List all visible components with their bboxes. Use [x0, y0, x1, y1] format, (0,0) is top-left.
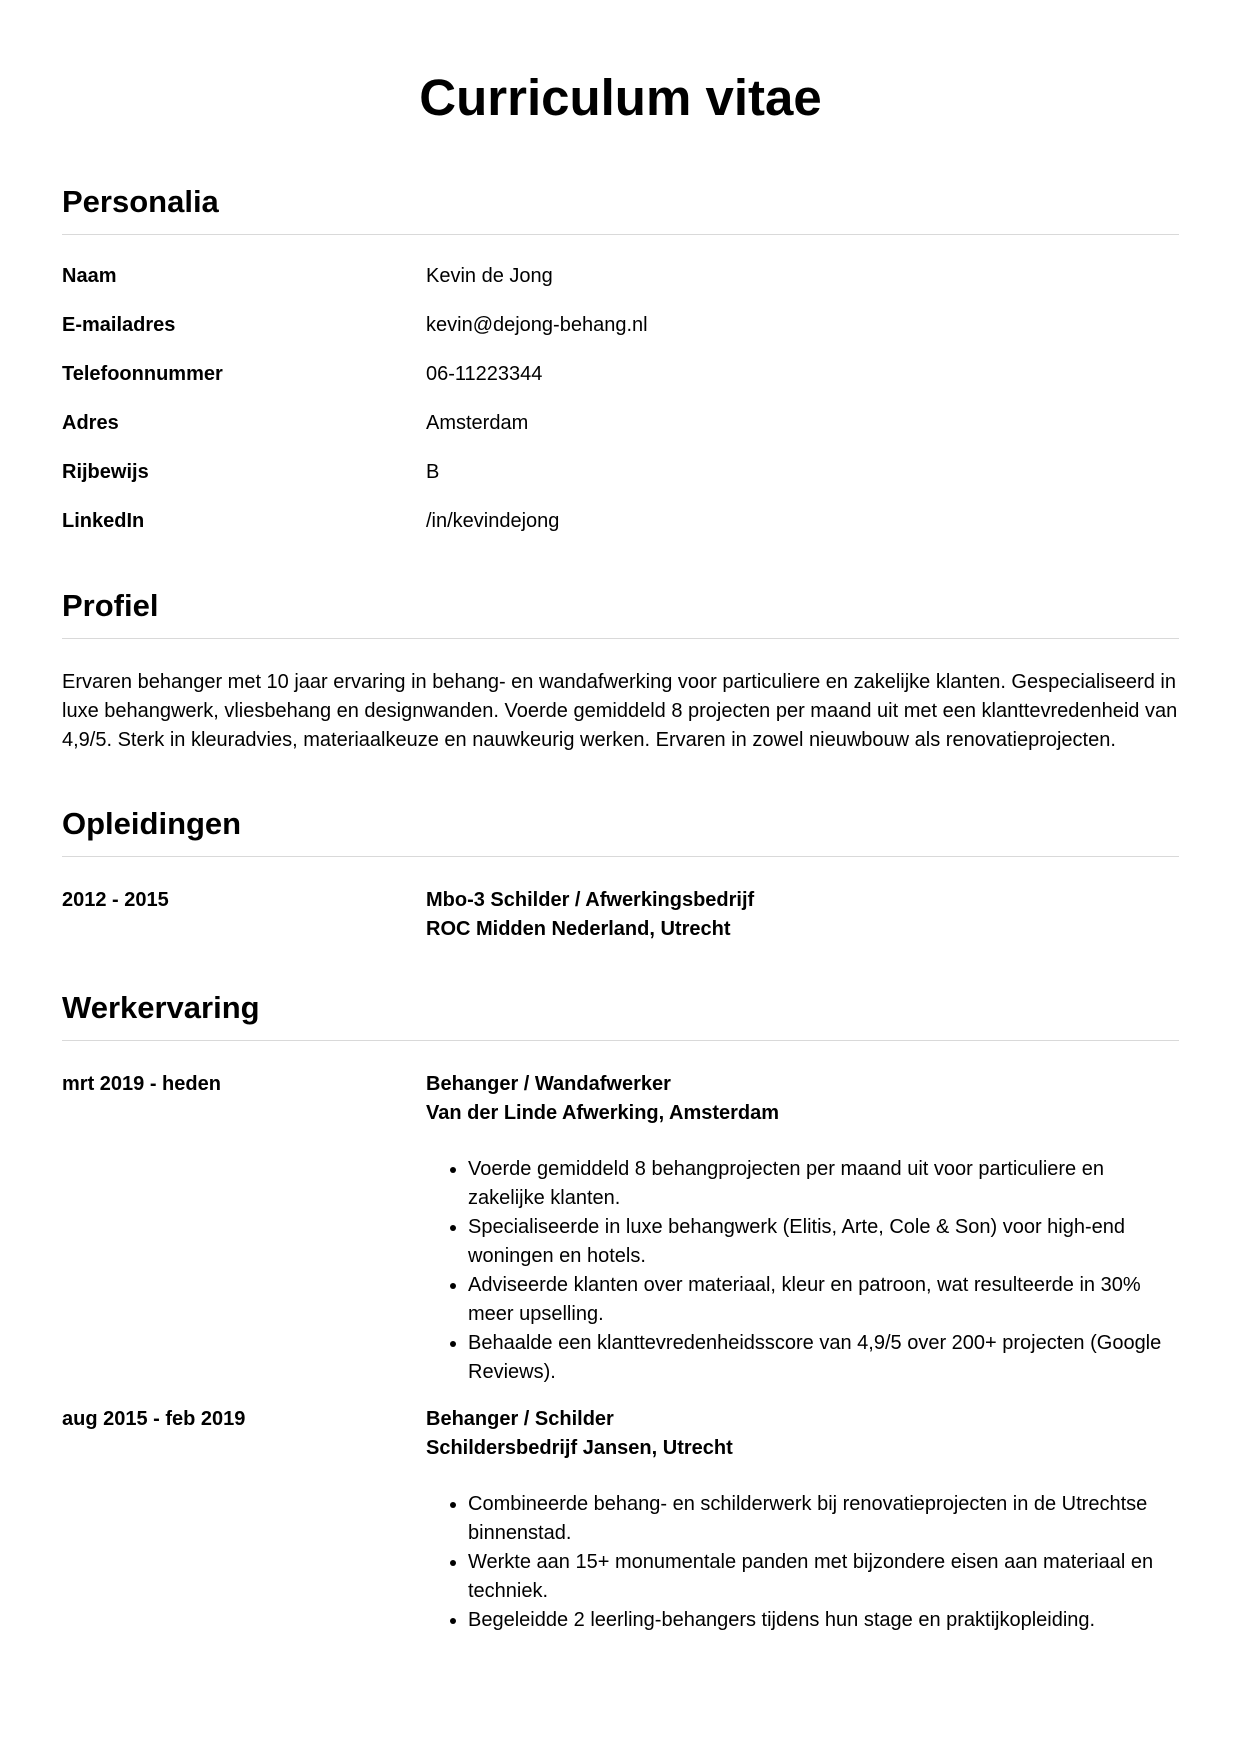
work-bullet: • Behaalde een klanttevredenheidsscore van 4,9/5 over 200+ projecten (Google Reviews).	[468, 1329, 1179, 1387]
work-company: Schildersbedrijf Jansen, Utrecht	[426, 1437, 733, 1459]
personalia-label: Rijbewijs	[62, 461, 149, 483]
education-institution: ROC Midden Nederland, Utrecht	[426, 918, 731, 940]
work-period: mrt 2019 - heden	[62, 1073, 221, 1095]
personalia-row-naam	[62, 252, 1179, 301]
work-entry	[62, 1405, 1179, 1635]
personalia-row-adres	[62, 399, 1179, 448]
section-heading-opleidingen: Opleidingen	[62, 806, 242, 841]
section-divider	[62, 856, 1179, 857]
personalia-row-telefoon	[62, 350, 1179, 399]
work-bullet: • Werkte aan 15+ monumentale panden met bijzondere eisen aan materiaal en techniek.	[468, 1548, 1179, 1606]
work-details	[426, 1405, 1179, 1635]
personalia-label: Adres	[62, 412, 119, 434]
personalia-value: 06-11223344	[426, 363, 543, 385]
personalia-value: /in/kevindejong	[426, 510, 560, 532]
education-title: Mbo-3 Schilder / Afwerkingsbedrijf	[426, 889, 755, 911]
personalia-value: B	[426, 461, 440, 483]
work-bullet: • Specialiseerde in luxe behangwerk (Elitis, Arte, Cole & Son) voor high-end woningen en hotels.	[468, 1213, 1179, 1271]
personalia-value: Kevin de Jong	[426, 265, 553, 287]
section-profiel	[62, 586, 1179, 755]
personalia-label: LinkedIn	[62, 510, 145, 532]
document-title: Curriculum vitae	[419, 69, 822, 126]
section-opleidingen	[62, 804, 1179, 944]
personalia-value: kevin@dejong-behang.nl	[426, 314, 648, 336]
work-bullet-list	[426, 1490, 1179, 1635]
personalia-row-rijbewijs	[62, 448, 1179, 497]
section-divider	[62, 638, 1179, 639]
personalia-value: Amsterdam	[426, 412, 529, 434]
section-divider	[62, 234, 1179, 235]
personalia-label: E-mailadres	[62, 314, 176, 336]
work-bullet: • Combineerde behang- en schilderwerk bij renovatieprojecten in de Utrechtse binnenstad.	[468, 1490, 1179, 1548]
section-heading-personalia: Personalia	[62, 184, 219, 219]
personalia-row-linkedin	[62, 497, 1179, 546]
work-details	[426, 1070, 1179, 1387]
work-bullet-list	[426, 1155, 1179, 1387]
section-personalia	[62, 182, 1179, 546]
personalia-table	[62, 252, 1179, 546]
personalia-label: Telefoonnummer	[62, 363, 223, 385]
education-period: 2012 - 2015	[62, 889, 169, 911]
personalia-row-email	[62, 301, 1179, 350]
work-entry	[62, 1070, 1179, 1387]
section-werkervaring	[62, 988, 1179, 1635]
education-entry	[62, 886, 1179, 944]
profile-text: Ervaren behanger met 10 jaar ervaring in behang- en wandafwerking voor particuliere en zakelijke klanten. Gespecialiseerd in luxe behangwerk, vliesbehang en designwanden. Voerde gemiddeld 8 projecten per maand uit met een klanttevredenheid van 4,9/5. Sterk in kleuradvies, materiaalkeuze en nauwkeurig werken. Ervaren in zowel nieuwbouw als renovatieprojecten.	[62, 671, 1178, 751]
personalia-label: Naam	[62, 265, 117, 287]
work-bullet: • Voerde gemiddeld 8 behangprojecten per maand uit voor particuliere en zakelijke klanten.	[468, 1155, 1179, 1213]
section-divider	[62, 1040, 1179, 1041]
section-heading-werkervaring: Werkervaring	[62, 990, 260, 1025]
work-company: Van der Linde Afwerking, Amsterdam	[426, 1102, 780, 1124]
work-bullet: • Begeleidde 2 leerling-behangers tijdens hun stage en praktijkopleiding.	[468, 1606, 1179, 1635]
education-details	[426, 886, 1179, 944]
work-period: aug 2015 - feb 2019	[62, 1408, 246, 1430]
work-role: Behanger / Wandafwerker	[426, 1073, 671, 1095]
work-bullet: • Adviseerde klanten over materiaal, kleur en patroon, wat resulteerde in 30% meer upselling.	[468, 1271, 1179, 1329]
section-heading-profiel: Profiel	[62, 588, 159, 623]
work-role: Behanger / Schilder	[426, 1408, 614, 1430]
